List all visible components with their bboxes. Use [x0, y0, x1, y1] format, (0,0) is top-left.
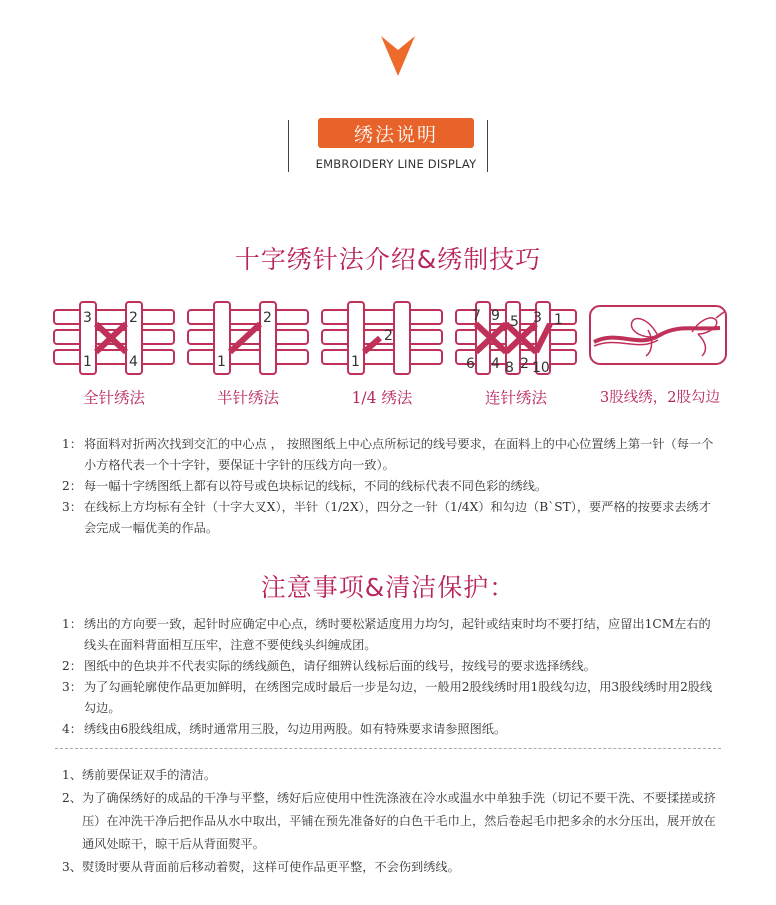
stitch-number: 10: [532, 360, 550, 376]
stitch-number: 4: [491, 356, 500, 372]
item-text: 每一幅十字绣图纸上都有以符号或色块标记的线标，不同的线标代表不同色彩的绣线。: [84, 479, 548, 493]
half-stitch-diagram: [186, 300, 310, 378]
stitch-number: 1: [351, 354, 360, 370]
caption-thread-strands: 3股线绣，2股勾边: [600, 390, 720, 406]
list-item: [62, 719, 722, 740]
stitch-number: 6: [466, 356, 475, 372]
badge-subtitle: EMBROIDERY LINE DISPLAY: [315, 157, 477, 171]
stitch-number: 9: [491, 308, 500, 324]
stitch-number: 2: [384, 328, 393, 344]
list-item: [62, 476, 722, 497]
stitch-number: 4: [129, 354, 138, 370]
item-text: 熨烫时要从背面前后移动着熨，这样可使作品更平整，不会伤到绣线。: [82, 860, 460, 874]
item-number: 4：: [62, 722, 82, 736]
item-number: 1：: [62, 437, 82, 451]
item-number: 1、: [62, 768, 82, 782]
item-text: 为了勾画轮廓使作品更加鲜明，在绣图完成时最后一步是勾边，一般用2股线绣时用1股线勾边，用3股线绣时用2股线勾边。: [84, 680, 713, 715]
item-number: 2：: [62, 659, 82, 673]
caption-continuous-stitch: 连针绣法: [484, 389, 547, 407]
item-number: 3：: [62, 680, 82, 694]
stitch-number: 3: [533, 310, 542, 326]
continuous-stitch-diagram: [454, 300, 578, 378]
thread-strands-diagram: [588, 300, 730, 372]
caption-half-stitch: 半针绣法: [216, 389, 279, 407]
section-badge: 绣法说明: [318, 118, 474, 148]
dashed-divider: [55, 748, 721, 749]
care-notes-list: [62, 614, 722, 740]
stitch-number: 1: [83, 354, 92, 370]
stitch-number: 7: [472, 308, 481, 324]
list-item: [62, 787, 722, 856]
item-number: 2：: [62, 479, 82, 493]
stitch-number: 3: [83, 310, 92, 326]
caption-quarter-stitch: 1/4 绣法: [351, 389, 413, 407]
cleaning-list: [62, 764, 722, 879]
stitch-number: 2: [263, 310, 272, 326]
stitch-number: 2: [129, 310, 138, 326]
item-number: 3、: [62, 860, 82, 874]
care-notes-title: 注意事项&清洁保护：: [260, 573, 516, 602]
header-left-bar: [288, 120, 289, 172]
item-text: 图纸中的色块并不代表实际的绣线颜色，请仔细辨认线标后面的线号，按线号的要求选择绣线。: [84, 659, 596, 673]
item-text: 绣出的方向要一致，起针时应确定中心点，绣时要松紧适度用力均匀，起针或结束时均不要打结，应留出1CM左右的线头在面料背面相互压牢，注意不要使线头纠缠成团。: [84, 617, 711, 652]
stitch-intro-title: 十字绣针法介绍&绣制技巧: [234, 245, 542, 274]
stitch-tips-list: [62, 434, 722, 539]
item-text: 将面料对折两次找到交汇的中心点 ， 按照图纸上中心点所标记的线号要求，在面料上的中心位置绣上第一针（每一个小方格代表一个十字针，要保证十字针的压线方向一致）。: [84, 437, 714, 472]
quarter-stitch-diagram: [320, 300, 444, 378]
full-stitch-diagram: [52, 300, 176, 378]
caption-full-stitch: 全针绣法: [82, 389, 145, 407]
item-text: 绣前要保证双手的清洁。: [82, 768, 217, 782]
list-item: [62, 614, 722, 656]
stitch-number: 8: [505, 360, 514, 376]
stitch-number: 1: [217, 354, 226, 370]
item-number: 2、: [62, 791, 82, 805]
stitch-number: 2: [520, 356, 529, 372]
item-number: 1：: [62, 617, 82, 631]
item-text: 为了确保绣好的成品的干净与平整，绣好后应使用中性洗涤液在冷水或温水中单独手洗（切记不要干洗、不要揉搓或挤压）在冲洗干净后把作品从水中取出，平铺在预先准备好的白色干毛巾上，然后卷起毛巾把多余的水分压出，展开放在通风处晾干，晾干后从背面熨平。: [82, 791, 716, 851]
list-item: [62, 764, 722, 787]
item-number: 3：: [62, 500, 82, 514]
list-item: [62, 856, 722, 879]
list-item: [62, 677, 722, 719]
item-text: 在线标上方均标有全针（十字大叉X），半针（1/2X），四分之一针（1/4X）和勾边（B`ST），要严格的按要求去绣才会完成一幅优美的作品。: [84, 500, 711, 535]
stitch-number: 5: [510, 314, 519, 330]
list-item: [62, 434, 722, 476]
item-text: 绣线由6股线组成，绣时通常用三股，勾边用两股。如有特殊要求请参照图纸。: [84, 722, 507, 736]
list-item: [62, 656, 722, 677]
stitch-number: 1: [554, 312, 563, 328]
chevron-down-icon: [381, 36, 415, 76]
list-item: [62, 497, 722, 539]
